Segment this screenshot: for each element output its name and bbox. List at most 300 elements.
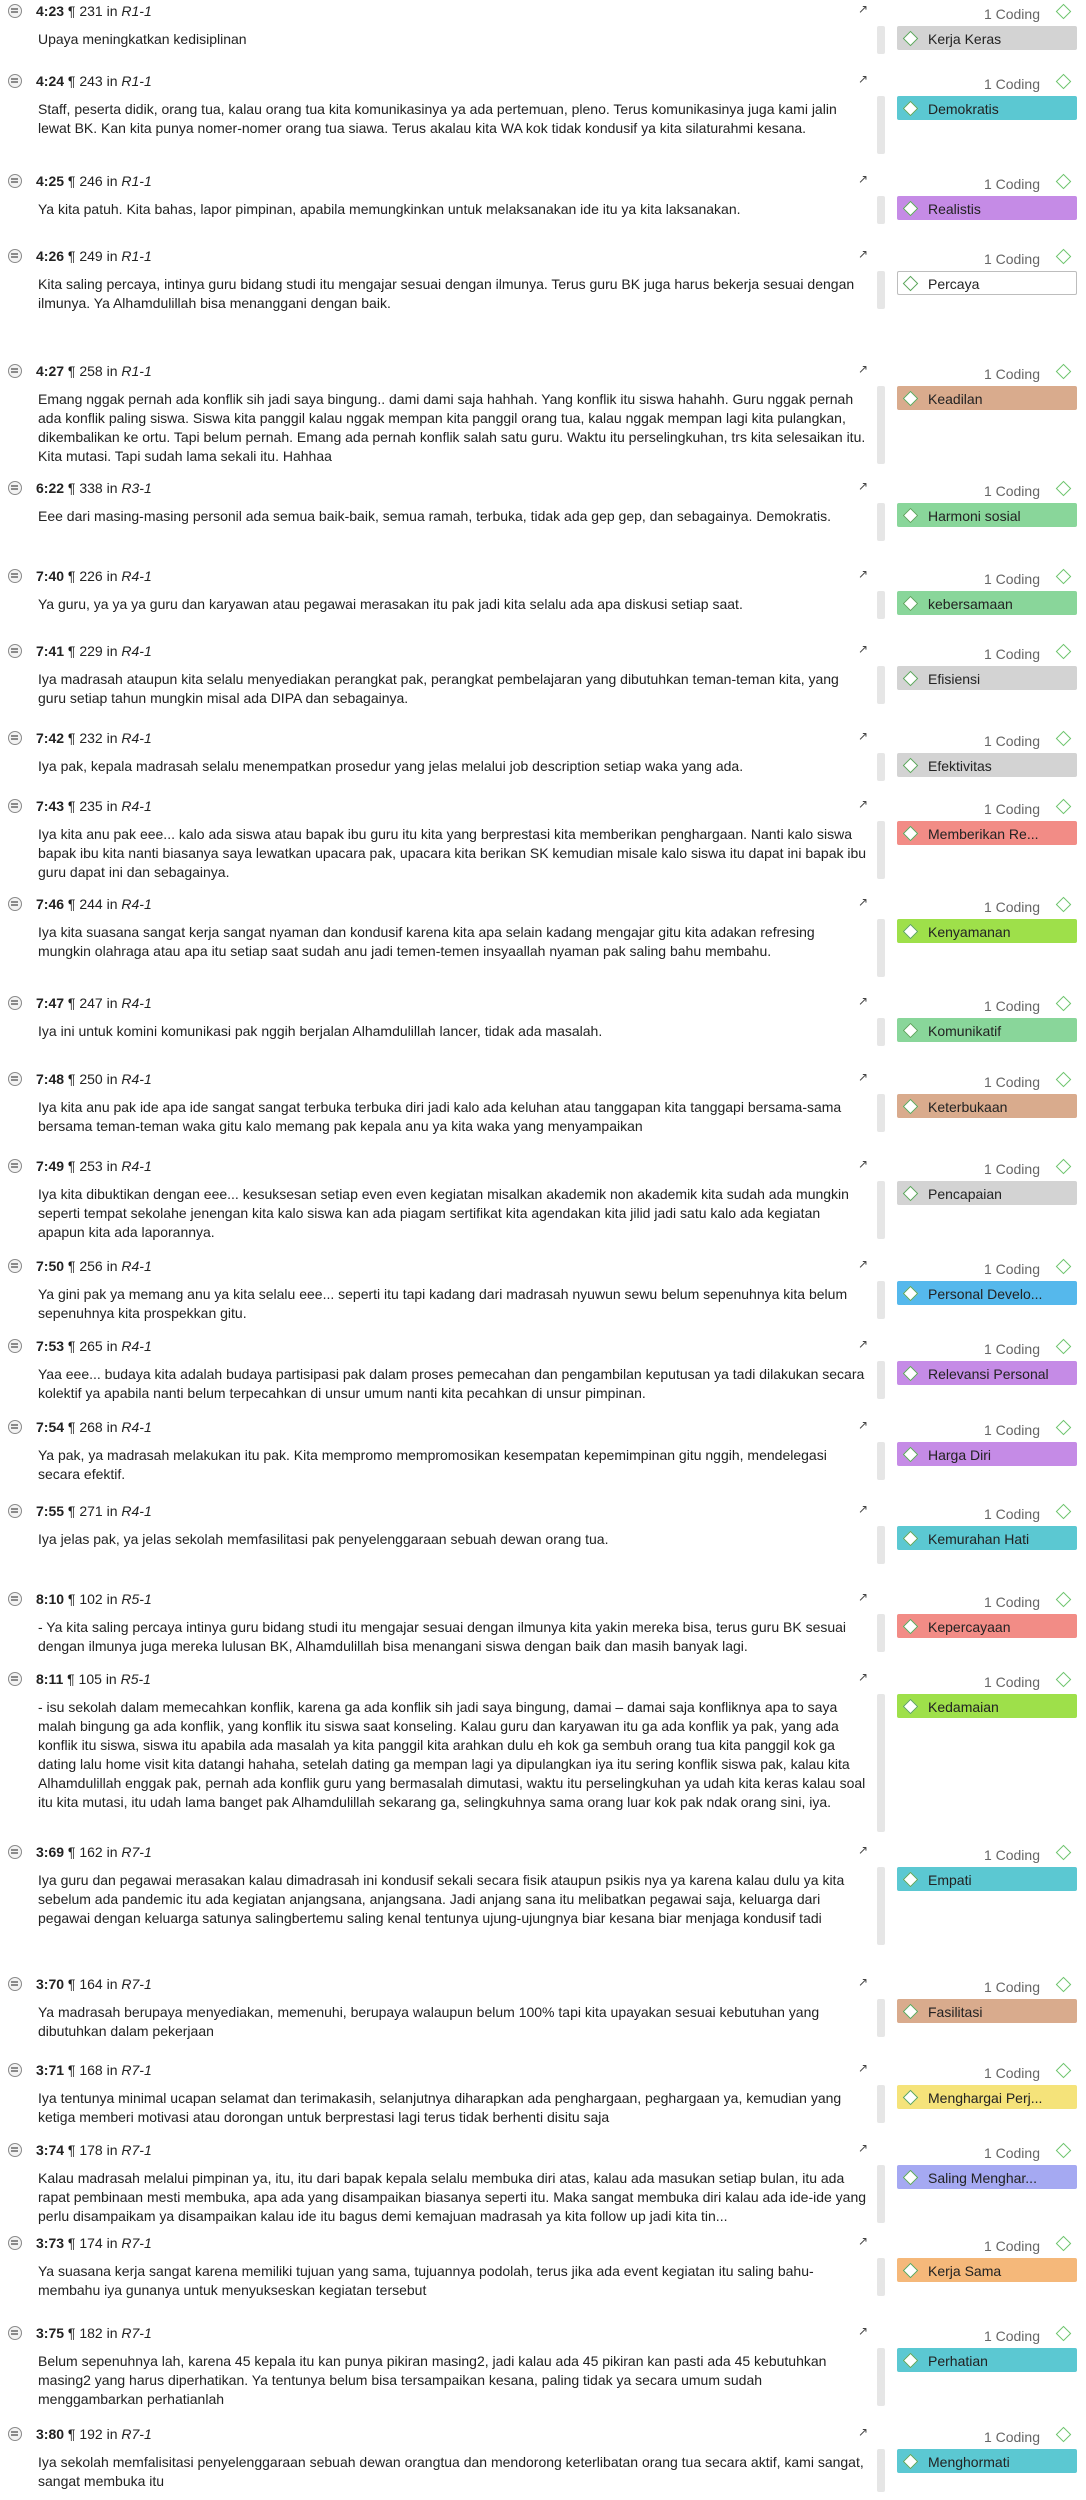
open-in-document-icon[interactable]: ↗ [858,994,869,1008]
document-name[interactable]: R4-1 [121,1419,152,1435]
document-name[interactable]: R7-1 [121,2235,152,2251]
code-chip[interactable] [897,271,1077,295]
quotation-reference[interactable] [36,798,152,814]
paragraph-number: ¶ 235 [67,798,103,814]
quotation-bar [877,271,885,309]
quotation-reference[interactable] [36,1338,152,1354]
quotation-text: Yaa eee... budaya kita adalah budaya partisipasi pak dalam proses pemecahan dan pengambilan keputusan ya tadi dilakukan secara kolektif ya apabila nanti belum terpecahkan di unsur umum nanti kita pecahkan di unsur pimpinan. [38,1366,865,1401]
quotation-icon [8,1845,22,1859]
code-chip[interactable] [897,1442,1077,1466]
add-code-diamond-icon[interactable] [1056,174,1072,190]
code-chip[interactable] [897,2085,1077,2109]
code-chip[interactable] [897,2258,1077,2282]
add-code-diamond-icon[interactable] [1056,1504,1072,1520]
quotation-icon [8,174,22,188]
open-in-document-icon[interactable]: ↗ [858,1157,869,1171]
document-name[interactable]: R4-1 [121,568,152,584]
quotation-bar [877,1181,885,1239]
code-label: Menghargai Perj... [928,2090,1043,2106]
paragraph-number: ¶ 256 [67,1258,103,1274]
code-chip[interactable] [897,1526,1077,1550]
code-chip[interactable] [897,1181,1077,1205]
open-in-document-icon[interactable]: ↗ [858,2141,869,2155]
add-code-diamond-icon[interactable] [1056,2236,1072,2252]
in-label: in [106,2235,118,2251]
document-name[interactable]: R3-1 [121,480,152,496]
open-in-document-icon[interactable]: ↗ [858,1843,869,1857]
open-in-document-icon[interactable]: ↗ [858,1670,869,1684]
quotation-reference[interactable] [36,1158,152,1174]
in-label: in [106,568,118,584]
quotation-icon [8,1339,22,1353]
add-code-diamond-icon[interactable] [1056,1977,1072,1993]
quotation-icon [8,1259,22,1273]
open-in-document-icon[interactable]: ↗ [858,2061,869,2075]
document-name[interactable]: R4-1 [121,643,152,659]
quotation-reference[interactable] [36,2325,152,2341]
document-name[interactable]: R1-1 [121,173,152,189]
coding-count: 1 Coding [983,483,1040,499]
add-code-diamond-icon[interactable] [1056,481,1072,497]
quotation-bar [877,386,885,464]
document-name[interactable]: R7-1 [121,2325,152,2341]
quotation-text: Iya kita anu pak ide apa ide sangat sangat terbuka terbuka diri jadi kalo ada keluhan atau tanggapan kita tanggapi bersama-sama bersama teman-teman waka gitu kalo memang pak kepala anu ya kita waka yang menyampaikan [38,1099,842,1134]
paragraph-number: ¶ 244 [67,896,103,912]
quotation-reference[interactable] [36,248,152,264]
code-chip[interactable] [897,821,1077,845]
document-name[interactable]: R4-1 [121,1258,152,1274]
open-in-document-icon[interactable]: ↗ [858,895,869,909]
quotation-text: Iya ini untuk komini komunikasi pak nggih berjalan Alhamdulillah lancer, tidak ada masalah. [38,1023,603,1039]
code-diamond-icon [903,2263,919,2279]
code-label: Relevansi Personal [928,1366,1049,1382]
code-diamond-icon [903,2454,919,2470]
quotation-text: Iya kita anu pak eee... kalo ada siswa atau bapak ibu guru itu kita yang berprestasi kita memberikan penghargaan. Nanti kalo siswa bapak ibu kita nanti biasanya saya lewatkan upacara pak, upacara kita berikan SK kemudian misale kalo siswa itu dapat ini bapak ibu guru dapat ini dan sebagainya. [38,826,867,880]
quotation-row[interactable] [0,1155,1086,1245]
code-label: Keterbukaan [928,1099,1008,1115]
code-label: Kerja Keras [928,31,1002,47]
in-label: in [106,2325,118,2341]
in-label: in [106,3,118,19]
quotation-row[interactable] [0,2059,1086,2129]
document-name[interactable]: R7-1 [121,2426,152,2442]
quotation-row[interactable] [0,1588,1086,1658]
quotation-row[interactable] [0,2232,1086,2302]
code-chip[interactable] [897,1281,1077,1305]
add-code-diamond-icon[interactable] [1056,996,1072,1012]
quotation-id: 3:71 [36,2062,65,2078]
quotation-text: Ya madrasah berupaya menyediakan, memenuhi, berupaya walaupun belum 100% tapi kita upayakan sesuai kebutuhan yang dibutuhkan dalam pekerjaan [38,2004,820,2039]
coding-count: 1 Coding [983,251,1040,267]
coding-count: 1 Coding [983,1161,1040,1177]
quotation-bar [877,196,885,224]
quotation-reference[interactable] [36,173,152,189]
add-code-diamond-icon[interactable] [1056,897,1072,913]
document-name[interactable]: R7-1 [121,2142,152,2158]
quotation-bar [877,591,885,619]
quotation-text: - isu sekolah dalam memecahkan konflik, karena ga ada konflik sih jadi saya bingung, damai – damai saja konfliknya apa to saya malah bingung ga ada konflik, yang konflik itu siswa saat konseling. Kalau guru dan karyawan itu ga ada konflik ya pak, yang ada konflik itu siswa, siswa itu apabila ada masalah ya kita panggil kita arahkan dulu eh kok ga sembuh orang tua kita panggil kok ga dating lalu home visit kita datangi hahaha, setelah dating ga mempan lagi ya dipulangkan iya itu sering konflik siswa pak, kalau kita Alhamdulillah enggak pak, pernah ada konflik guru yang bermasalah dimutasi, waktu itu perselingkuhan ya udah kita keras kalau soal itu kita mutasi, itu udah lama banget pak Alhamdulillah sekarang ga, selingkuhnya sama orang luar kok pak ndak orang sini, iya. [38,1699,866,1810]
quotation-id: 7:49 [36,1158,65,1174]
code-diamond-icon [903,276,919,292]
in-label: in [106,173,118,189]
coding-count: 1 Coding [983,1979,1040,1995]
quotation-bar [877,1361,885,1399]
quotation-text: Iya kita dibuktikan dengan eee... kesuksesan setiap even even kegiatan misalkan akademik non akademik kita sudah ada mungkin seperti tempat sekolahe jenengan kita kalo siswa kan ada piagam sertifikat kita agendakan kita jilid jadi satu kalo ada kegiatan apapun kita ada laporannya. [38,1186,849,1240]
quotation-bar [877,2165,885,2223]
paragraph-number: ¶ 268 [67,1419,103,1435]
quotation-reference[interactable] [36,1419,152,1435]
quotation-reference[interactable] [36,1976,152,1992]
document-name[interactable]: R1-1 [121,363,152,379]
in-label: in [106,798,118,814]
code-diamond-icon [903,1619,919,1635]
code-label: Kepercayaan [928,1619,1011,1635]
code-chip[interactable] [897,1999,1077,2023]
quotation-row[interactable] [0,893,1086,983]
quotation-reference[interactable] [36,1503,152,1519]
add-code-diamond-icon[interactable] [1056,1259,1072,1275]
code-label: Efisiensi [928,671,981,687]
code-label: Percaya [928,276,980,292]
quotation-bar [877,26,885,54]
open-in-document-icon[interactable]: ↗ [858,1975,869,1989]
quotation-reference[interactable] [36,1671,151,1687]
code-diamond-icon [903,1099,919,1115]
in-label: in [106,995,118,1011]
quotation-row[interactable] [0,70,1086,160]
code-label: Perhatian [928,2353,988,2369]
add-code-diamond-icon[interactable] [1056,1072,1072,1088]
in-label: in [106,248,118,264]
code-label: Menghormati [928,2454,1010,2470]
code-chip[interactable] [897,666,1077,690]
quotation-bar [877,1614,885,1652]
code-diamond-icon [903,1366,919,1382]
quotation-reference[interactable] [36,568,152,584]
paragraph-number: ¶ 182 [67,2325,103,2341]
open-in-document-icon[interactable]: ↗ [858,2425,869,2439]
quotation-bar [877,2348,885,2406]
code-chip[interactable] [897,919,1077,943]
coding-count: 1 Coding [983,571,1040,587]
quotation-row[interactable] [0,992,1086,1050]
quotation-id: 4:23 [36,3,65,19]
add-code-diamond-icon[interactable] [1056,74,1072,90]
paragraph-number: ¶ 102 [67,1591,103,1607]
open-in-document-icon[interactable]: ↗ [858,172,869,186]
code-chip[interactable] [897,753,1077,777]
open-in-document-icon[interactable]: ↗ [858,797,869,811]
add-code-diamond-icon[interactable] [1056,799,1072,815]
quotation-icon [8,731,22,745]
code-chip[interactable] [897,591,1077,615]
code-chip[interactable] [897,196,1077,220]
paragraph-number: ¶ 247 [67,995,103,1011]
add-code-diamond-icon[interactable] [1056,2063,1072,2079]
open-in-document-icon[interactable]: ↗ [858,247,869,261]
code-chip[interactable] [897,2348,1077,2372]
add-code-diamond-icon[interactable] [1056,1420,1072,1436]
code-label: Kenyamanan [928,924,1011,940]
open-in-document-icon[interactable]: ↗ [858,479,869,493]
quotation-icon [8,1159,22,1173]
quotation-row[interactable] [0,1841,1086,1951]
open-in-document-icon[interactable]: ↗ [858,1070,869,1084]
quotation-icon [8,2236,22,2250]
code-chip[interactable] [897,1018,1077,1042]
code-diamond-icon [903,508,919,524]
document-name[interactable]: R5-1 [121,1591,152,1607]
in-label: in [106,896,118,912]
open-in-document-icon[interactable]: ↗ [858,1337,869,1351]
paragraph-number: ¶ 192 [67,2426,103,2442]
quotation-icon [8,1672,22,1686]
paragraph-number: ¶ 258 [67,363,103,379]
open-in-document-icon[interactable]: ↗ [858,2,869,16]
add-code-diamond-icon[interactable] [1056,2143,1072,2159]
coding-count: 1 Coding [983,2145,1040,2161]
document-name[interactable]: R1-1 [121,73,152,89]
code-chip[interactable] [897,1694,1077,1718]
quotation-bar [877,821,885,879]
document-name[interactable]: R4-1 [121,1071,152,1087]
quotation-icon [8,2326,22,2340]
quotation-id: 7:48 [36,1071,65,1087]
code-chip[interactable] [897,1867,1077,1891]
quotation-id: 7:42 [36,730,65,746]
open-in-document-icon[interactable]: ↗ [858,1418,869,1432]
coding-count: 1 Coding [983,2238,1040,2254]
code-chip[interactable] [897,26,1077,50]
quotation-bar [877,753,885,781]
quotation-row[interactable] [0,795,1086,885]
quotation-reference[interactable] [36,2235,152,2251]
document-name[interactable]: R4-1 [121,995,152,1011]
code-label: Fasilitasi [928,2004,983,2020]
code-label: Personal Develo... [928,1286,1043,1302]
code-label: Memberikan Re... [928,826,1039,842]
quotation-bar [877,96,885,154]
quotation-row[interactable] [0,1255,1086,1325]
paragraph-number: ¶ 246 [67,173,103,189]
quotation-row[interactable] [0,1973,1086,2043]
in-label: in [105,1671,117,1687]
quotation-row[interactable] [0,1668,1086,1838]
quotation-id: 7:43 [36,798,65,814]
quotation-reference[interactable] [36,1844,152,1860]
quotation-row[interactable] [0,2423,1086,2498]
quotation-icon [8,897,22,911]
paragraph-number: ¶ 105 [67,1671,102,1687]
quotation-bar [877,1281,885,1319]
quotation-text: Kita saling percaya, intinya guru bidang studi itu mengajar sesuai dengan ilmunya. Terus guru BK juga harus bekerja sesuai dengan ilmunya. Ya Alhamdulillah bisa menanggani dengan baik. [38,276,855,311]
quotation-row[interactable] [0,2322,1086,2412]
document-name[interactable]: R1-1 [121,248,152,264]
code-label: Realistis [928,201,981,217]
add-code-diamond-icon[interactable] [1056,731,1072,747]
quotation-bar [877,503,885,541]
code-diamond-icon [903,101,919,117]
quotation-row[interactable] [0,477,1086,547]
code-diamond-icon [903,1699,919,1715]
quotation-text: Belum sepenuhnya lah, karena 45 kepala itu kan punya pikiran masing2, jadi kalau ada 45 pikiran kan pasti ada 45 kebutuhkan masing2 yang harus diperhatikan. Ya tentunya belum bisa tersampaikan kesana, paling tidak ya secara umum sudah menggambarkan perhatianlah [38,2353,827,2407]
quotation-row[interactable] [0,565,1086,623]
code-chip[interactable] [897,1614,1077,1638]
document-name[interactable]: R4-1 [121,1338,152,1354]
quotation-row[interactable] [0,1068,1086,1138]
quotation-row[interactable] [0,1500,1086,1570]
quotation-icon [8,2427,22,2441]
quotation-text: Iya sekolah memfalisitasi penyelenggaraan sebuah dewan orangtua dan mendorong keterlibatan orang tua secara aktif, kami sangat, sangat membuka itu [38,2454,864,2489]
quotation-reference[interactable] [36,73,152,89]
quotation-reference[interactable] [36,896,152,912]
code-label: Saling Menghar... [928,2170,1037,2186]
in-label: in [106,2142,118,2158]
in-label: in [106,363,118,379]
quotation-row[interactable] [0,0,1086,56]
code-chip[interactable] [897,2165,1077,2189]
add-code-diamond-icon[interactable] [1056,1845,1072,1861]
document-name[interactable]: R4-1 [121,798,152,814]
code-diamond-icon [903,2090,919,2106]
add-code-diamond-icon[interactable] [1056,1159,1072,1175]
quotation-row[interactable] [0,727,1086,785]
coding-count: 1 Coding [983,646,1040,662]
quotation-reference[interactable] [36,995,152,1011]
code-label: kebersamaan [928,596,1013,612]
coding-count: 1 Coding [983,1261,1040,1277]
in-label: in [106,2062,118,2078]
open-in-document-icon[interactable]: ↗ [858,2324,869,2338]
add-code-diamond-icon[interactable] [1056,644,1072,660]
quotation-reference[interactable] [36,643,152,659]
quotation-bar [877,1999,885,2037]
quotation-id: 7:40 [36,568,65,584]
open-in-document-icon[interactable]: ↗ [858,2234,869,2248]
code-chip[interactable] [897,2449,1077,2473]
coding-count: 1 Coding [983,76,1040,92]
code-diamond-icon [903,201,919,217]
quotation-bar [877,1526,885,1564]
in-label: in [106,73,118,89]
quotation-reference[interactable] [36,1071,152,1087]
document-name[interactable]: R7-1 [121,1844,152,1860]
quotation-icon [8,74,22,88]
document-name[interactable]: R1-1 [121,3,152,19]
paragraph-number: ¶ 271 [67,1503,103,1519]
quotation-row[interactable] [0,1416,1086,1486]
open-in-document-icon[interactable]: ↗ [858,1502,869,1516]
quotation-icon [8,2063,22,2077]
open-in-document-icon[interactable]: ↗ [858,1590,869,1604]
quotation-text: Iya madrasah ataupun kita selalu menyediakan perangkat pak, perangkat pembelajaran yang dibutuhkan teman-teman kita, yang guru setiap tahun mungkin misal ada DIPA dan sebagainya. [38,671,839,706]
code-chip[interactable] [897,96,1077,120]
quotation-reference[interactable] [36,480,152,496]
open-in-document-icon[interactable]: ↗ [858,362,869,376]
quotation-id: 4:24 [36,73,65,89]
code-label: Kedamaian [928,1699,999,1715]
quotation-row[interactable] [0,640,1086,710]
quotation-id: 3:69 [36,1844,65,1860]
code-chip[interactable] [897,503,1077,527]
code-label: Komunikatif [928,1023,1002,1039]
quotation-row[interactable] [0,360,1086,470]
open-in-document-icon[interactable]: ↗ [858,642,869,656]
add-code-diamond-icon[interactable] [1056,364,1072,380]
quotation-reference[interactable] [36,2426,152,2442]
quotation-text: Upaya meningkatkan kedisiplinan [38,31,247,47]
quotation-text: Kalau madrasah melalui pimpinan ya, itu, itu dari bapak kepala selalu membuka diri atas, kalau ada masukan setiap bulan, itu ada rapat pembinaan mesti membuka, apa ada yang disampaikan biasanya seperti itu. Maka sangat membuka diri kalau ada ide-ide yang perlu disampaikam ya disampaikan kalau ide itu bagus demi kemajuan madrasah ya kita follow up jadi kita tin... [38,2170,867,2224]
document-name[interactable]: R4-1 [121,730,152,746]
quotation-reference[interactable] [36,3,152,19]
open-in-document-icon[interactable]: ↗ [858,72,869,86]
document-name[interactable]: R5-1 [120,1671,151,1687]
add-code-diamond-icon[interactable] [1056,1339,1072,1355]
add-code-diamond-icon[interactable] [1056,2427,1072,2443]
quotation-row[interactable] [0,2139,1086,2229]
quotation-reference[interactable] [36,363,152,379]
document-name[interactable]: R4-1 [121,1158,152,1174]
quotation-reference[interactable] [36,1591,152,1607]
add-code-diamond-icon[interactable] [1056,1672,1072,1688]
open-in-document-icon[interactable]: ↗ [858,1257,869,1271]
code-diamond-icon [903,2004,919,2020]
quotation-row[interactable] [0,1335,1086,1405]
quotation-row[interactable] [0,170,1086,228]
document-name[interactable]: R4-1 [121,896,152,912]
paragraph-number: ¶ 178 [67,2142,103,2158]
open-in-document-icon[interactable]: ↗ [858,729,869,743]
code-diamond-icon [903,1286,919,1302]
quotation-id: 7:54 [36,1419,65,1435]
quotation-icon [8,2143,22,2157]
code-chip[interactable] [897,386,1077,410]
code-diamond-icon [903,2170,919,2186]
paragraph-number: ¶ 253 [67,1158,103,1174]
quotation-bar [877,1094,885,1132]
paragraph-number: ¶ 168 [67,2062,103,2078]
code-chip[interactable] [897,1094,1077,1118]
add-code-diamond-icon[interactable] [1056,1592,1072,1608]
quotation-row[interactable] [0,245,1086,315]
code-diamond-icon [903,1872,919,1888]
add-code-diamond-icon[interactable] [1056,4,1072,20]
document-name[interactable]: R7-1 [121,1976,152,1992]
quotation-bar [877,919,885,977]
in-label: in [106,1338,118,1354]
coding-count: 1 Coding [983,1847,1040,1863]
code-label: Kemurahan Hati [928,1531,1030,1547]
document-name[interactable]: R7-1 [121,2062,152,2078]
code-diamond-icon [903,391,919,407]
quotation-reference[interactable] [36,2142,152,2158]
quotation-icon [8,1420,22,1434]
quotation-reference[interactable] [36,2062,152,2078]
code-chip[interactable] [897,1361,1077,1385]
quotation-text: - Ya kita saling percaya intinya guru bidang studi itu mengajar sesuai dengan ilmunya kita yakin mereka bisa, terus guru BK sesuai dengan ilmunya juga mereka lulusan BK, Alhamdulillah bisa menangani siswa dengan baik dan masih banyak lagi. [38,1619,847,1654]
quotation-icon [8,1977,22,1991]
quotation-icon [8,364,22,378]
add-code-diamond-icon[interactable] [1056,569,1072,585]
add-code-diamond-icon[interactable] [1056,249,1072,265]
document-name[interactable]: R4-1 [121,1503,152,1519]
quotation-reference[interactable] [36,730,152,746]
quotation-bar [877,2085,885,2123]
quotation-reference[interactable] [36,1258,152,1274]
open-in-document-icon[interactable]: ↗ [858,567,869,581]
in-label: in [106,1591,118,1607]
add-code-diamond-icon[interactable] [1056,2326,1072,2342]
